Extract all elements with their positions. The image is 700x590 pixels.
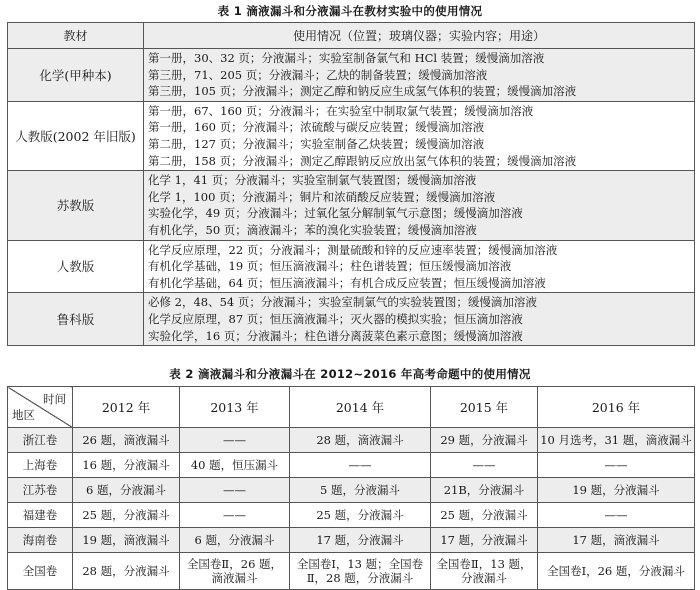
exam-cell: 25 题，分液漏斗	[431, 503, 538, 528]
table-row	[8, 171, 695, 240]
header-usage: 使用情况（位置；玻璃仪器；实验内容；用途）	[144, 23, 695, 49]
usage-line: 实验化学，49 页；分液漏斗；过氧化氢分解制氧气示意图；缓慢滴加溶液	[148, 206, 523, 221]
usage-cell	[144, 49, 695, 102]
usage-cell	[144, 293, 695, 346]
usage-line: 有机化学基础，19 页；恒压滴液漏斗；柱色谱装置；恒压缓慢滴加溶液	[148, 259, 512, 274]
year-header: 2014 年	[290, 387, 431, 428]
exam-cell: 26 题，滴液漏斗	[73, 428, 180, 453]
exam-cell: 全国卷Ⅱ，26 题，滴液漏斗	[180, 553, 290, 590]
table-row	[8, 478, 695, 503]
usage-line: 化学反应原理，22 页；分液漏斗；测量硫酸和锌的反应速率装置；缓慢滴加溶液	[148, 242, 558, 257]
exam-cell: 21B，分液漏斗	[431, 478, 538, 503]
year-header: 2013 年	[180, 387, 290, 428]
corner-time-label: 时间	[43, 392, 66, 406]
table-row	[8, 453, 695, 478]
year-header: 2016 年	[538, 387, 695, 428]
material-cell: 人教版(2002 年旧版)	[8, 101, 144, 170]
exam-cell: 6 题，分液漏斗	[180, 528, 290, 553]
exam-cell: 29 题，分液漏斗	[431, 428, 538, 453]
exam-cell: ——	[290, 453, 431, 478]
exam-cell: 40 题，恒压漏斗	[180, 453, 290, 478]
exam-usage-table	[7, 386, 695, 590]
usage-line: 化学 1，100 页；分液漏斗；铜片和浓硝酸反应装置；缓慢滴加溶液	[148, 189, 496, 204]
table1-header-row	[8, 23, 695, 49]
usage-line: 第一册，67、160 页；分液漏斗；在实验室中制取氯气装置；缓慢滴加溶液	[148, 103, 534, 118]
table2-header-row	[8, 387, 695, 428]
usage-line: 第二册，158 页；分液漏斗；测定乙醇跟钠反应放出氢气体积的装置；缓慢滴加溶液	[148, 153, 577, 168]
material-cell: 化学(甲种本)	[8, 49, 144, 102]
table-row	[8, 553, 695, 590]
exam-cell: 17 题，分液漏斗	[431, 528, 538, 553]
table-row	[8, 428, 695, 453]
usage-cell	[144, 240, 695, 293]
exam-cell: 17 题，分液漏斗	[290, 528, 431, 553]
material-cell: 人教版	[8, 240, 144, 293]
region-cell: 福建卷	[8, 503, 73, 528]
table1-caption: 表 1 滴液漏斗和分液漏斗在教材实验中的使用情况	[217, 4, 483, 18]
usage-line: 第三册，71、205 页；分液漏斗；乙炔的制备装置；缓慢滴加溶液	[148, 67, 488, 82]
usage-line: 第三册，105 页；分液漏斗；测定乙醇和钠反应生成氢气体积的装置；缓慢滴加溶液	[148, 84, 577, 99]
textbook-usage-table	[7, 22, 695, 346]
exam-cell: ——	[538, 453, 695, 478]
exam-cell: 5 题，分液漏斗	[290, 478, 431, 503]
usage-line: 有机化学，50 页；滴液漏斗；苯的溴化实验装置；缓慢滴加溶液	[148, 222, 477, 237]
region-cell: 浙江卷	[8, 428, 73, 453]
header-material: 教材	[8, 23, 144, 49]
year-header: 2012 年	[73, 387, 180, 428]
exam-cell: 28 题，滴液漏斗	[290, 428, 431, 453]
usage-line: 第二册，127 页；分液漏斗；实验室制备乙炔装置；缓慢滴加溶液	[148, 136, 485, 151]
exam-cell: 10 月选考，31 题，滴液漏斗	[538, 428, 695, 453]
exam-cell: ——	[538, 503, 695, 528]
table-row	[8, 528, 695, 553]
region-cell: 江苏卷	[8, 478, 73, 503]
exam-cell: 25 题，分液漏斗	[73, 503, 180, 528]
usage-line: 必修 2，48、54 页；分液漏斗；实验室制氯气的实验装置图；缓慢滴加溶液	[148, 295, 537, 310]
usage-cell	[144, 101, 695, 170]
exam-cell: 19 题，滴液漏斗	[73, 528, 180, 553]
corner-header	[8, 387, 73, 428]
exam-cell: ——	[180, 503, 290, 528]
exam-cell: 28 题，分液漏斗	[73, 553, 180, 590]
corner-region-label: 地区	[12, 408, 35, 422]
table-row	[8, 101, 695, 170]
usage-line: 第一册，160 页；分液漏斗；浓硫酸与碳反应装置；缓慢滴加溶液	[148, 120, 485, 135]
material-cell: 鲁科版	[8, 293, 144, 346]
table-row	[8, 240, 695, 293]
region-cell: 全国卷	[8, 553, 73, 590]
exam-cell: 19 题，分液漏斗	[538, 478, 695, 503]
table-row	[8, 49, 695, 102]
exam-cell: 16 题，分液漏斗	[73, 453, 180, 478]
usage-line: 实验化学，16 页；分液漏斗；柱色谱分离菠菜色素示意图；缓慢滴加溶液	[148, 328, 523, 343]
table-row	[8, 503, 695, 528]
region-cell: 上海卷	[8, 453, 73, 478]
exam-cell: ——	[180, 478, 290, 503]
material-cell: 苏教版	[8, 171, 144, 240]
usage-line: 化学 1，41 页；分液漏斗；实验室制氯气装置图；缓慢滴加溶液	[148, 173, 477, 188]
exam-cell: 全国卷Ⅱ，13 题，分液漏斗	[431, 553, 538, 590]
year-header: 2015 年	[431, 387, 538, 428]
exam-cell: 全国卷Ⅰ，13 题；全国卷Ⅱ，28 题，分液漏斗	[290, 553, 431, 590]
exam-cell: 17 题，滴液漏斗	[538, 528, 695, 553]
exam-cell: 25 题，分液漏斗	[290, 503, 431, 528]
exam-cell: 6 题，分液漏斗	[73, 478, 180, 503]
exam-cell: ——	[180, 428, 290, 453]
region-cell: 海南卷	[8, 528, 73, 553]
usage-line: 第一册，30、32 页；分液漏斗；实验室制备氯气和 HCl 装置；缓慢滴加溶液	[148, 51, 545, 65]
usage-cell	[144, 171, 695, 240]
usage-line: 有机化学基础，64 页；恒压滴液漏斗；有机合成反应装置；恒压缓慢滴加溶液	[148, 275, 546, 290]
exam-cell: 全国卷Ⅰ，26 题，分液漏斗	[538, 553, 695, 590]
table-row	[8, 293, 695, 346]
usage-line: 化学反应原理，87 页；恒压滴液漏斗；灭火器的模拟实验；恒压滴加溶液	[148, 311, 523, 326]
table2-caption: 表 2 滴液漏斗和分液漏斗在 2012~2016 年高考命题中的使用情况	[169, 367, 531, 381]
exam-cell: ——	[431, 453, 538, 478]
